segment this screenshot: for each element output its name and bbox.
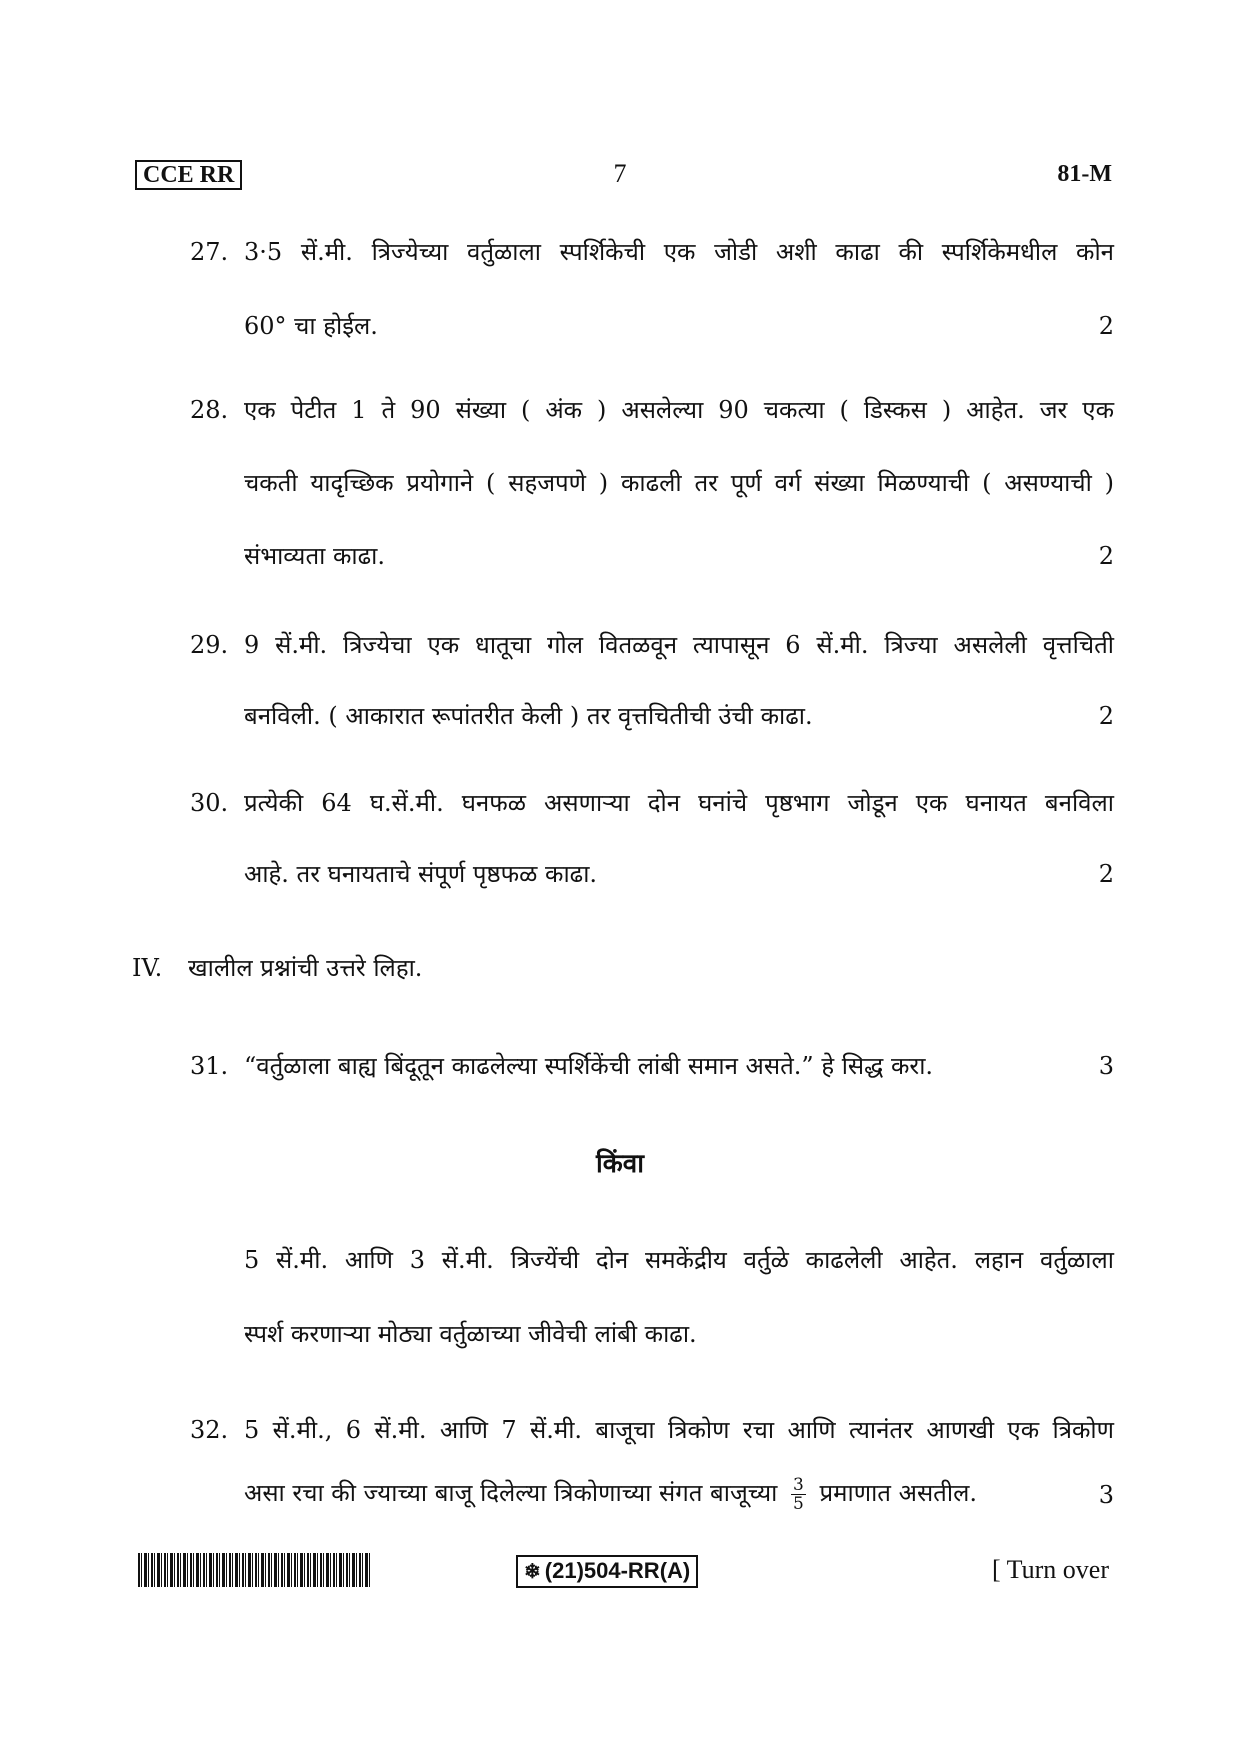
q31-line1: “वर्तुळाला बाह्य बिंदूतून काढलेल्या स्पर्शिकेंची लांबी समान असते.” हे सिद्ध करा. — [244, 1052, 934, 1080]
q31-alt-line1: 5 सें.मी. आणि 3 सें.मी. त्रिज्येंची दोन समकेंद्रीय वर्तुळे काढलेली आहेत. लहान वर्तुळाला — [244, 1246, 1114, 1274]
q27-line1: 3·5 सें.मी. त्रिज्येच्या वर्तुळाला स्पर्शिकेची एक जोडी अशी काढा की स्पर्शिकेमधील कोन — [244, 238, 1114, 266]
q28-line1: एक पेटीत 1 ते 90 संख्या ( अंक ) असलेल्या 90 चकत्या ( डिस्कस ) आहेत. जर एक — [244, 396, 1114, 424]
q32-number: 32. — [190, 1416, 229, 1444]
or-heading: किंवा — [596, 1149, 644, 1179]
q32-line2-before: असा रचा की ज्याच्या बाजू दिलेल्या त्रिकोणाच्या संगत बाजूच्या — [244, 1479, 778, 1507]
section-roman: IV. — [132, 954, 163, 982]
page-number: 7 — [613, 159, 627, 188]
q30-number: 30. — [190, 789, 229, 817]
q27-marks: 2 — [1098, 312, 1114, 340]
section-title: खालील प्रश्नांची उत्तरे लिहा. — [188, 954, 423, 982]
fraction-denominator: 5 — [793, 1494, 804, 1514]
q32-line2-after: प्रमाणात असतील. — [819, 1479, 977, 1507]
q30-line1: प्रत्येकी 64 घ.सें.मी. घनफळ असणाऱ्या दोन घनांचे पृष्ठभाग जोडून एक घनायत बनविला — [244, 789, 1114, 817]
q28-line3: संभाव्यता काढा. — [244, 542, 385, 570]
q29-line1: 9 सें.मी. त्रिज्येचा एक धातूचा गोल वितळवून त्यापासून 6 सें.मी. त्रिज्या असलेली वृत्तचिती — [244, 631, 1114, 659]
turn-over-label: [ Turn over — [991, 1555, 1109, 1584]
q29-marks: 2 — [1098, 702, 1114, 730]
fraction-numerator: 3 — [793, 1475, 804, 1495]
snowflake-icon: ❄ — [524, 1561, 541, 1583]
q31-alt-line2: स्पर्श करणाऱ्या मोठ्या वर्तुळाच्या जीवेची लांबी काढा. — [244, 1320, 697, 1348]
fraction — [791, 1476, 806, 1513]
q28-line2: चकती यादृच्छिक प्रयोगाने ( सहजपणे ) काढली तर पूर्ण वर्ग संख्या मिळण्याची ( असण्याची ) — [244, 469, 1114, 497]
q32-marks: 3 — [1098, 1481, 1114, 1509]
q32-line2 — [244, 1476, 977, 1513]
q27-number: 27. — [190, 238, 229, 266]
subject-code: 81-M — [1057, 161, 1112, 187]
q30-line2: आहे. तर घनायताचे संपूर्ण पृष्ठफळ काढा. — [244, 860, 598, 888]
q30-marks: 2 — [1098, 860, 1114, 888]
q29-line2: बनविली. ( आकारात रूपांतरीत केली ) तर वृत्तचितीची उंची काढा. — [244, 702, 813, 730]
paper-code-box — [516, 1555, 698, 1588]
q28-number: 28. — [190, 396, 229, 424]
q32-line1: 5 सें.मी., 6 सें.मी. आणि 7 सें.मी. बाजूचा त्रिकोण रचा आणि त्यानंतर आणखी एक त्रिकोण — [244, 1416, 1114, 1444]
barcode — [138, 1553, 370, 1587]
q31-number: 31. — [190, 1052, 229, 1080]
q28-marks: 2 — [1098, 542, 1114, 570]
q27-line2: 60° चा होईल. — [244, 312, 378, 340]
q31-marks: 3 — [1098, 1052, 1114, 1080]
paper-code: (21)504-RR(A) — [544, 1558, 691, 1583]
q29-number: 29. — [190, 631, 229, 659]
header-code: CCE RR — [135, 160, 242, 190]
